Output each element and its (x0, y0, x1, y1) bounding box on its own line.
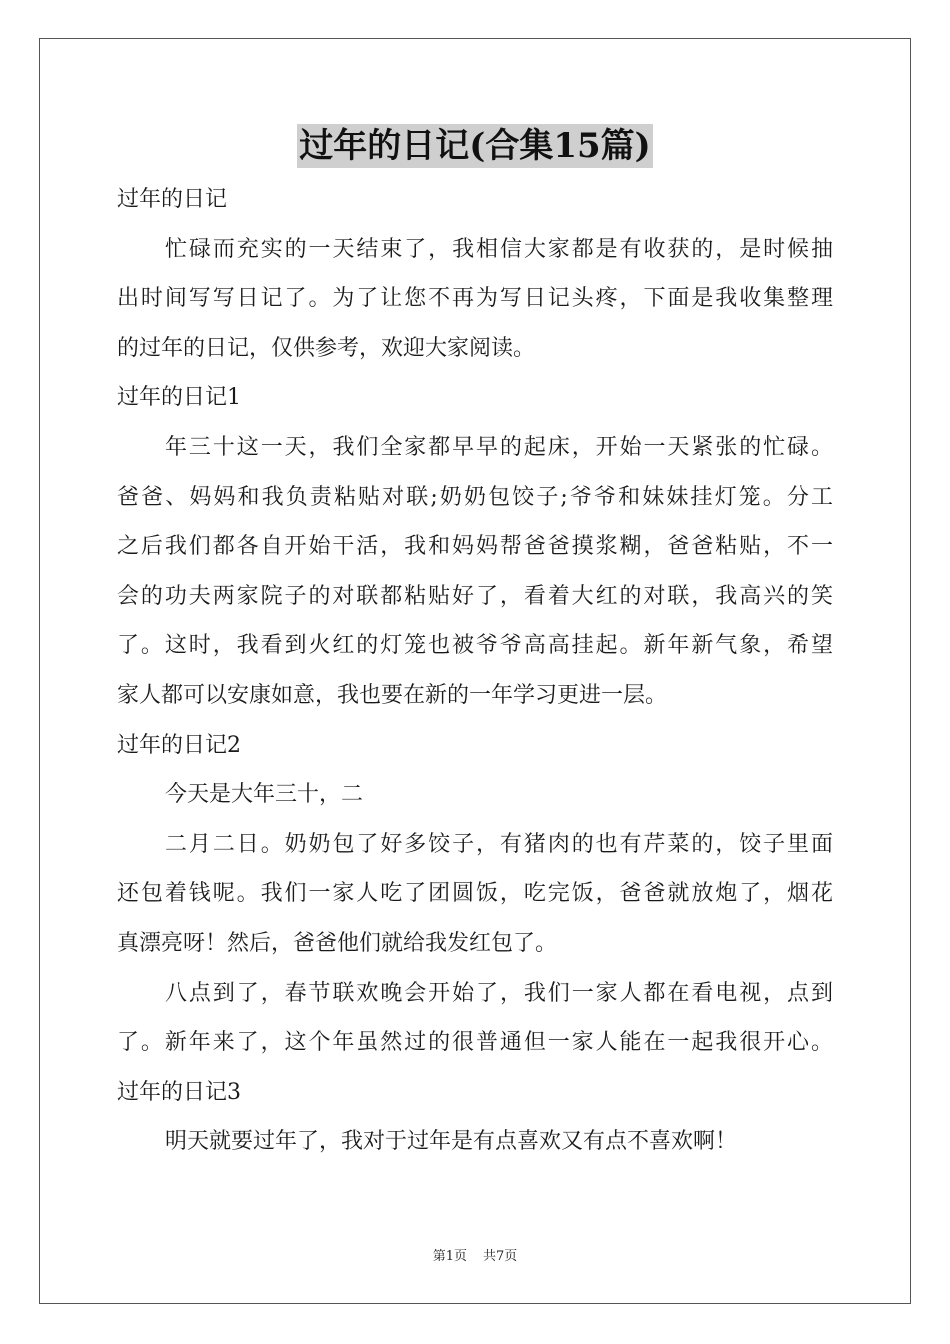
paragraph-first-line: 二月二日。奶奶包了好多饺子，有猪肉的也有芹菜的，饺子里面 (165, 831, 833, 857)
body-line: 会的功夫两家院子的对联都粘贴好了，看着大红的对联，我高兴的笑 (117, 583, 833, 609)
body-line: 出时间写写日记了。为了让您不再为写日记头疼，下面是我收集整理 (117, 286, 833, 312)
paragraph-last-line: 的过年的日记，仅供参考，欢迎大家阅读。 (117, 335, 536, 361)
document-body (117, 175, 833, 1167)
paragraph-first-line: 忙碌而充实的一天结束了，我相信大家都是有收获的，是时候抽 (165, 236, 833, 262)
title-container (0, 124, 950, 168)
body-line: 还包着钱呢。我们一家人吃了团圆饭，吃完饭，爸爸就放炮了，烟花 (117, 881, 833, 907)
paragraph-first-line: 今天是大年三十，二 (165, 782, 364, 808)
page-footer (0, 1248, 950, 1266)
section-heading: 过年的日记1 (117, 385, 241, 411)
paragraph-first-line: 明天就要过年了，我对于过年是有点喜欢又有点不喜欢啊！ (165, 1129, 738, 1155)
page-total: 共7页 (483, 1249, 518, 1264)
body-line: 了。这时，我看到火红的灯笼也被爷爷高高挂起。新年新气象，希望 (117, 633, 833, 659)
paragraph-first-line: 年三十这一天，我们全家都早早的起床，开始一天紧张的忙碌。 (165, 434, 833, 460)
section-heading: 过年的日记 (117, 187, 228, 212)
body-line: 爸爸、妈妈和我负责粘贴对联;奶奶包饺子;爷爷和妹妹挂灯笼。分工 (117, 484, 833, 510)
section-heading: 过年的日记2 (117, 732, 241, 758)
document-title: 过年的日记(合集15篇) (299, 126, 651, 166)
section-heading: 过年的日记3 (117, 1079, 241, 1105)
page-number: 第1页 (432, 1249, 467, 1264)
paragraph-first-line: 八点到了，春节联欢晚会开始了，我们一家人都在看电视，点到 (165, 980, 833, 1006)
body-line: 了。新年来了，这个年虽然过的很普通但一家人能在一起我很开心。 (117, 1030, 833, 1056)
body-line: 之后我们都各自开始干活，我和妈妈帮爸爸摸浆糊，爸爸粘贴，不一 (117, 534, 833, 560)
paragraph-last-line: 真漂亮呀！然后，爸爸他们就给我发红包了。 (117, 930, 558, 956)
paragraph-last-line: 家人都可以安康如意，我也要在新的一年学习更进一层。 (117, 682, 668, 708)
